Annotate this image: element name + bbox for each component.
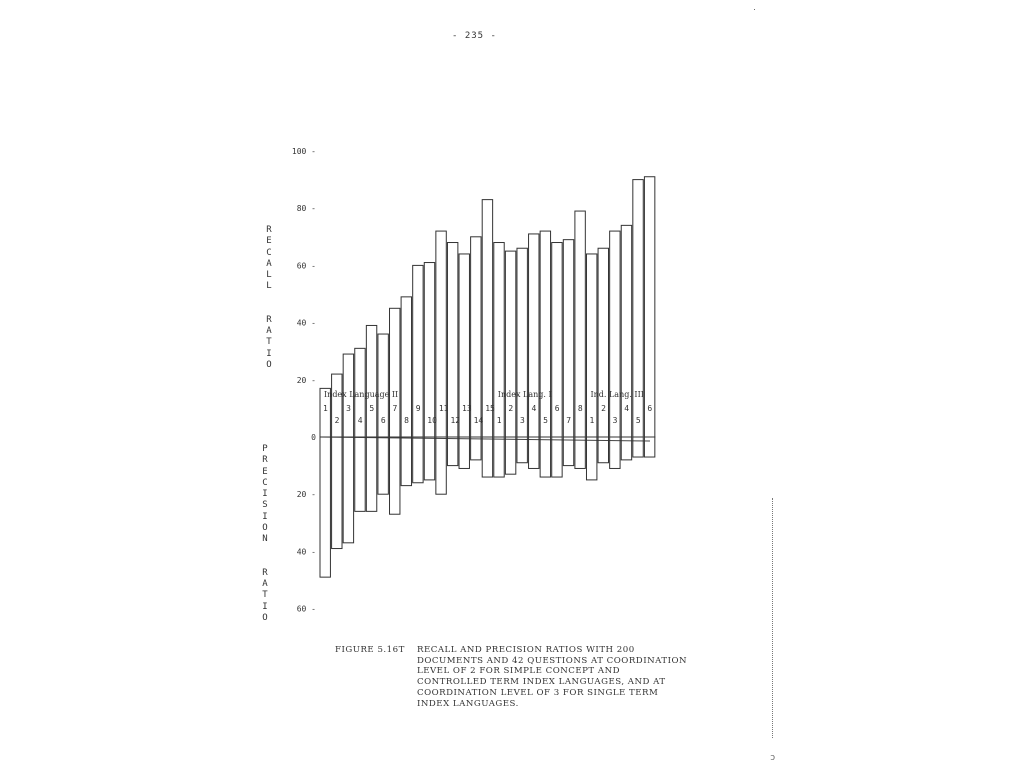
recall-bar bbox=[390, 308, 400, 437]
precision-bar bbox=[552, 437, 562, 477]
index-language-group-label: Ind. Lang. III bbox=[590, 390, 644, 399]
recall-bar bbox=[610, 231, 620, 437]
recall-bar bbox=[332, 374, 342, 437]
precision-ratio-axis-label: P R E C I S I O N R A T I O bbox=[262, 444, 268, 623]
recall-ratio-axis-label: R E C A L L R A T I O bbox=[266, 225, 272, 370]
category-label: 15 bbox=[485, 404, 495, 413]
category-label: 13 bbox=[462, 404, 472, 413]
precision-bar bbox=[459, 437, 469, 468]
y-tick-label: 60 - bbox=[296, 604, 316, 614]
zero-baseline bbox=[320, 437, 650, 441]
precision-bar bbox=[633, 437, 643, 457]
y-tick-label: 20 - bbox=[296, 490, 316, 500]
category-label: 1 bbox=[323, 404, 328, 413]
category-label: 3 bbox=[519, 416, 525, 425]
precision-bar bbox=[494, 437, 504, 477]
category-label: 6 bbox=[380, 416, 386, 425]
precision-bar bbox=[586, 437, 596, 480]
precision-bar bbox=[390, 437, 400, 514]
recall-bar bbox=[644, 177, 654, 437]
page-number: - 235 - bbox=[452, 31, 497, 41]
recall-bar bbox=[563, 240, 573, 437]
recall-bar bbox=[366, 325, 376, 437]
precision-bar bbox=[610, 437, 620, 468]
precision-bar bbox=[517, 437, 527, 463]
precision-bar bbox=[563, 437, 573, 466]
recall-bar bbox=[424, 263, 434, 437]
precision-bar bbox=[366, 437, 376, 511]
y-tick-label: 40 - bbox=[296, 318, 316, 328]
y-tick-label: 80 - bbox=[296, 204, 316, 214]
scan-corner-mark: ɔ bbox=[770, 753, 776, 763]
category-label: 6 bbox=[647, 404, 653, 413]
category-label: 10 bbox=[427, 416, 437, 425]
y-tick-label: 0 bbox=[311, 433, 316, 442]
category-label: 2 bbox=[601, 404, 606, 413]
recall-bar bbox=[494, 243, 504, 437]
category-label: 9 bbox=[415, 404, 421, 413]
figure-caption-text: RECALL AND PRECISION RATIOS WITH 200 DOCUMENTS AND 42 QUESTIONS AT COORDINATION LEVEL OF 2 FOR SIMPLE CONCEPT AND CONTROLLED TERM INDEX LANGUAGES, AND AT COORDINATION LEVEL OF 3 FOR SINGLE TERM INDEX LANGUAGES. bbox=[417, 645, 688, 709]
category-label: 12 bbox=[450, 416, 461, 425]
category-label: 3 bbox=[612, 416, 618, 425]
recall-bar bbox=[517, 248, 527, 437]
category-label: 8 bbox=[404, 416, 409, 425]
category-label: 6 bbox=[554, 404, 560, 413]
index-language-group-label: Index Lang. I bbox=[497, 390, 552, 399]
precision-bar bbox=[447, 437, 457, 466]
figure-caption-label: FIGURE 5.16T bbox=[335, 645, 405, 655]
recall-bar bbox=[540, 231, 550, 437]
y-tick-label: 100 - bbox=[291, 147, 316, 156]
category-label: 2 bbox=[508, 404, 514, 413]
precision-bar bbox=[505, 437, 515, 474]
precision-bar bbox=[401, 437, 411, 486]
precision-bar bbox=[575, 437, 585, 468]
y-tick-label: 60 - bbox=[296, 261, 316, 271]
precision-bar bbox=[378, 437, 388, 494]
y-tick-label: 40 - bbox=[296, 547, 316, 557]
category-label: 11 bbox=[438, 404, 449, 413]
y-tick-label: 20 - bbox=[296, 375, 316, 385]
precision-bar bbox=[424, 437, 434, 480]
category-label: 1 bbox=[496, 416, 502, 425]
scan-edge-mark bbox=[772, 498, 773, 738]
category-label: 14 bbox=[473, 416, 484, 425]
category-label: 5 bbox=[635, 416, 641, 425]
precision-bar bbox=[529, 437, 539, 468]
category-label: 1 bbox=[589, 416, 595, 425]
category-label: 3 bbox=[346, 404, 352, 413]
category-label: 8 bbox=[577, 404, 583, 413]
category-label: 4 bbox=[531, 404, 537, 413]
category-label: 7 bbox=[566, 416, 572, 425]
category-label: 5 bbox=[369, 404, 375, 413]
category-label: 7 bbox=[392, 404, 398, 413]
recall-bar bbox=[447, 243, 457, 437]
index-language-group-label: Index Language II bbox=[324, 390, 399, 399]
precision-bar bbox=[413, 437, 423, 483]
category-label: 4 bbox=[357, 416, 363, 425]
precision-bar bbox=[436, 437, 446, 494]
precision-bar bbox=[644, 437, 654, 457]
category-label: 4 bbox=[624, 404, 630, 413]
recall-bar bbox=[482, 200, 492, 437]
precision-bar bbox=[482, 437, 492, 477]
precision-bar bbox=[471, 437, 481, 460]
recall-bar bbox=[586, 254, 596, 437]
recall-bar bbox=[471, 237, 481, 437]
precision-bar bbox=[320, 437, 330, 577]
precision-bar bbox=[355, 437, 365, 511]
precision-bar bbox=[343, 437, 353, 543]
category-label: 5 bbox=[543, 416, 548, 425]
category-label: 2 bbox=[334, 416, 340, 425]
precision-bar bbox=[332, 437, 342, 549]
precision-bar bbox=[540, 437, 550, 477]
